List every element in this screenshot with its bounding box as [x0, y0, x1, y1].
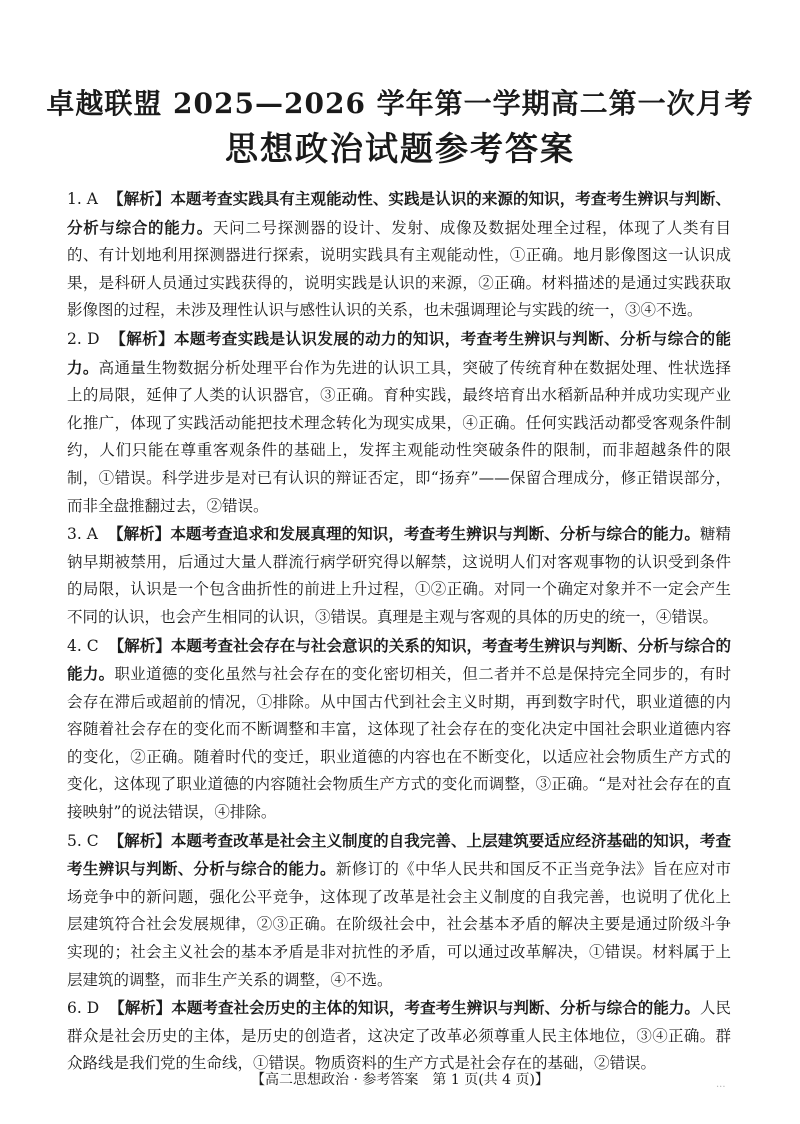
answer-list: [67, 185, 731, 1078]
answer-key-title: 思想政治试题参考答案: [225, 129, 575, 168]
answer-number: 1. A: [67, 190, 98, 208]
answer-item-1: [67, 185, 731, 325]
scan-mark: ···: [716, 1082, 726, 1093]
answer-number: 6. D: [67, 999, 100, 1018]
analysis-body: 新修订的《中华人民共和国反不正当竞争法》旨在应对市场竞争中的新问题，强化公平竞争，这体现了改革是社会主义制度的自我完善，也说明了优化上层建筑符合社会发展规律，②③正确。在阶级社会中，社会基本矛盾的解决主要是通过阶级斗争实现的；社会主义社会的基本矛盾是非对抗性的矛盾，可以通过改革解决，①错误。材料属于上层建筑的调整，而非生产关系的调整，④不选。: [67, 860, 731, 989]
exam-title: 卓越联盟 2025—2026 学年第一学期高二第一次月考: [46, 87, 754, 120]
page-footer: 【高二思想政治 · 参考答案 第 1 页(共 4 页)】: [251, 1072, 549, 1088]
analysis-heading: 【解析】本题考查追求和发展真理的知识，考查考生辨识与判断、分析与综合的能力。: [108, 524, 700, 544]
answer-item-3: [67, 520, 731, 631]
analysis-body: 糖精钠早期被禁用，后通过大量人群流行病学研究得以解禁，这说明人们对客观事物的认识受到条件的局限，认识是一个包含曲折性的前进上升过程，①②正确。对同一个确定对象并不一定会产生不同的认识，也会产生相同的认识，③错误。真理是主观与客观的具体的历史的统一，④错误。: [67, 525, 731, 626]
analysis-body: 人民群众是社会历史的主体，是历史的创造者，这决定了改革必须尊重人民主体地位，③④正确。群众路线是我们党的生命线，①错误。物质资料的生产方式是社会存在的基础，②错误。: [67, 999, 731, 1073]
answer-item-5: [67, 827, 731, 995]
analysis-body: 职业道德的变化虽然与社会存在的变化密切相关，但二者并不总是保持完全同步的，有时会存在滞后或超前的情况，①排除。从中国古代到社会主义时期，再到数字时代，职业道德的内容随着社会存在的变化而不断调整和丰富，这体现了社会存在的变化决定中国社会职业道德内容的变化，②正确。随着时代的变迁，职业道德的内容也在不断变化，以适应社会物质生产方式的变化，这体现了职业道德的内容随社会物质生产方式的变化而调整，③正确。“是对社会存在的直接映射”的说法错误，④排除。: [67, 665, 731, 822]
analysis-body: 高通量生物数据分析处理平台作为先进的认识工具，突破了传统育种在数据处理、性状选择上的局限，延伸了人类的认识器官，③正确。育种实践，最终培育出水稻新品种并成功实现产业化推广，体现了实践活动能把技术理念转化为现实成果，④正确。任何实践活动都受客观条件制约，人们只能在尊重客观条件的基础上，发挥主观能动性突破条件的限制，而非超越条件的限制，①错误。科学进步是对已有认识的辩证否定，即“扬弃”——保留合理成分，修正错误部分，而非全盘推翻过去，②错误。: [67, 358, 731, 515]
analysis-heading: 【解析】本题考查实践具有主观能动性、实践是认识的来源的知识，考查考生辨识与判断、分析与综合的能力。: [67, 189, 731, 237]
answer-item-4: [67, 632, 731, 827]
analysis-body: 天问二号探测器的设计、发射、成像及数据处理全过程，体现了人类有目的、有计划地利用探测器进行探索，说明实践具有主观能动性，①正确。地月影像图这一认识成果，是科研人员通过实践获得的，说明实践是认识的来源，②正确。材料描述的是通过实践获取影像图的过程，未涉及理性认识与感性认识的关系，也未强调理论与实践的统一，③④不选。: [67, 218, 731, 320]
analysis-heading: 【解析】本题考查社会历史的主体的知识，考查考生辨识与判断、分析与综合的能力。: [109, 998, 700, 1018]
analysis-heading: 【解析】本题考查实践是认识发展的动力的知识，考查考生辨识与判断、分析与综合的能力。: [67, 328, 731, 377]
answer-number: 5. C: [67, 831, 99, 850]
answer-number: 2. D: [67, 329, 100, 348]
analysis-heading: 【解析】本题考查社会存在与社会意识的关系的知识，考查考生辨识与判断、分析与综合的能力。: [67, 635, 731, 684]
answer-number: 3. A: [67, 525, 98, 544]
answer-item-2: [67, 325, 731, 520]
answer-number: 4. C: [67, 636, 99, 655]
analysis-heading: 【解析】本题考查改革是社会主义制度的自我完善、上层建筑要适应经济基础的知识，考查考生辨识与判断、分析与综合的能力。: [67, 830, 731, 879]
answer-item-6: [67, 994, 731, 1078]
